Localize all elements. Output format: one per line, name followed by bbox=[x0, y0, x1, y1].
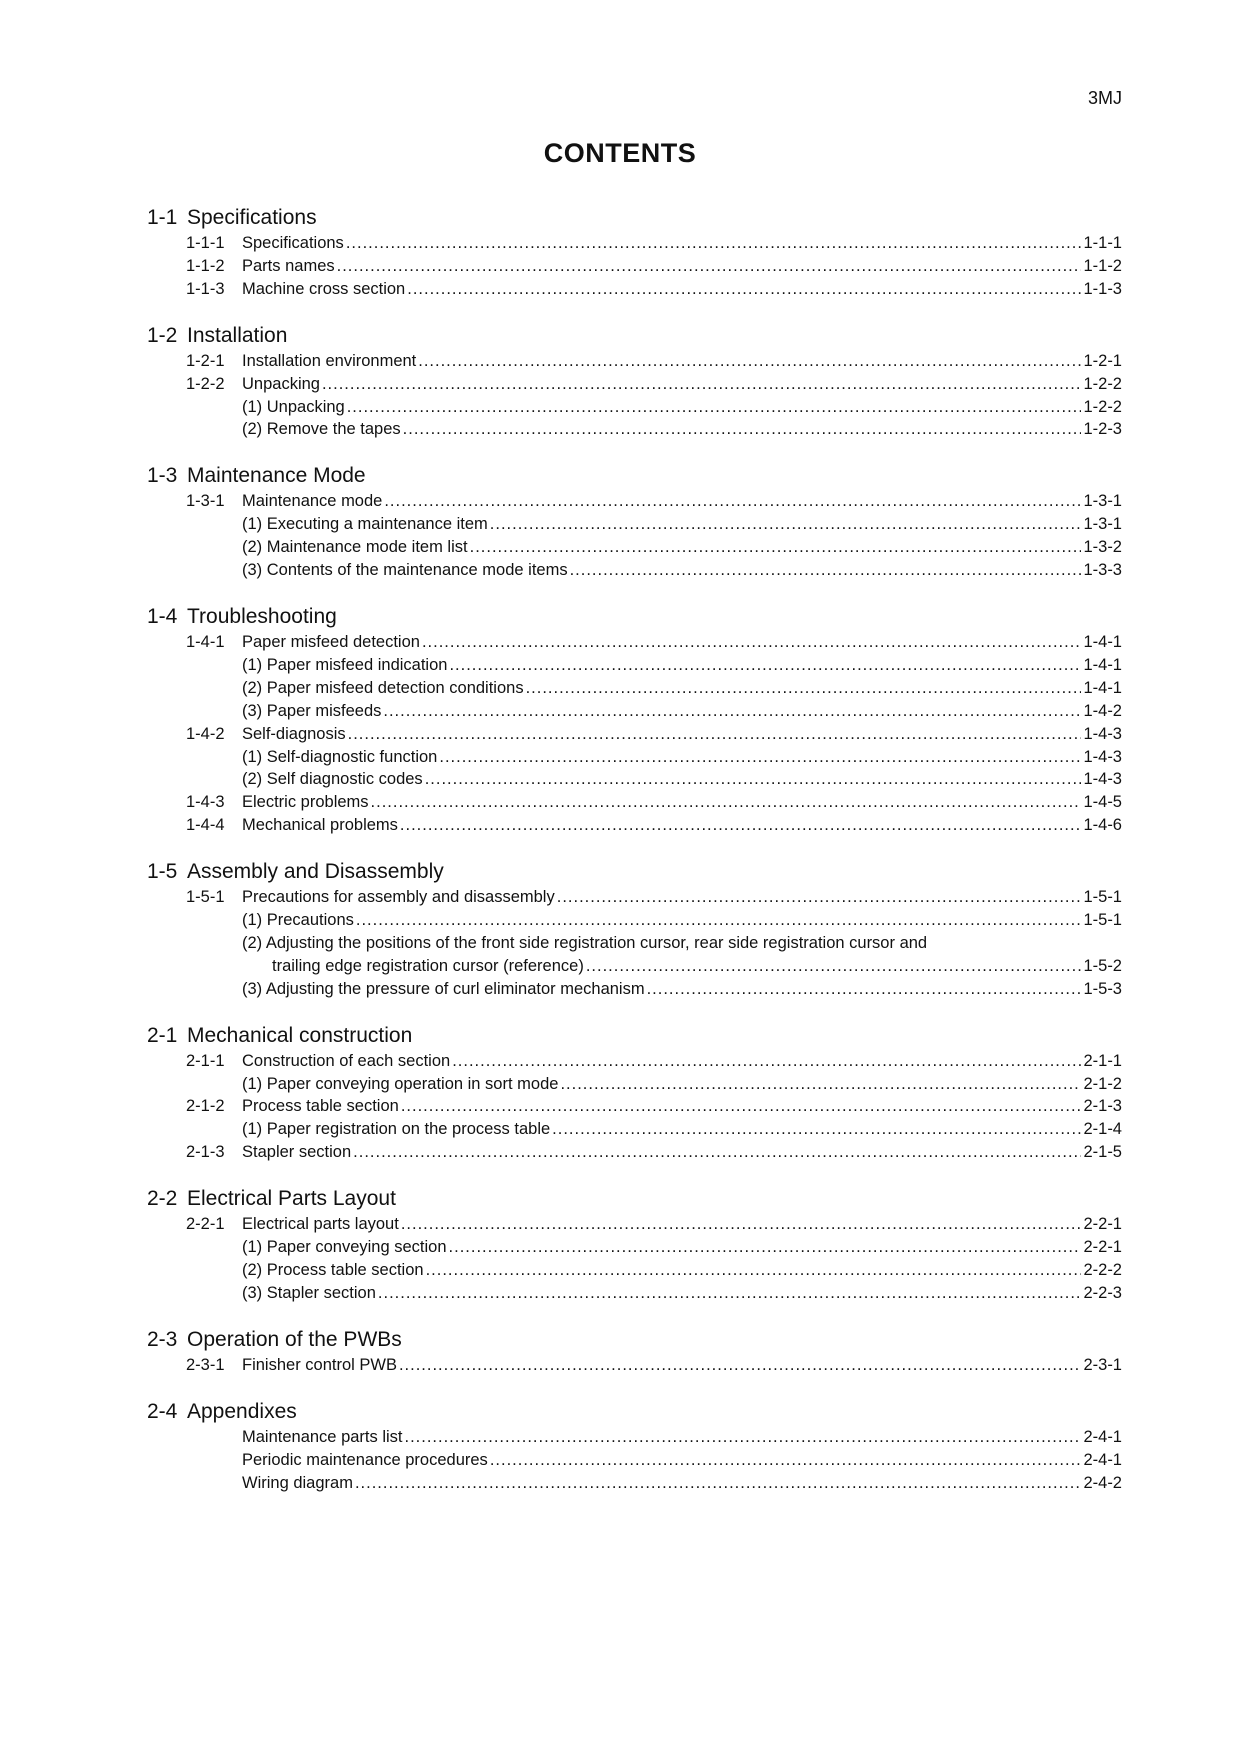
entry-page-number: 2-1-1 bbox=[1083, 1051, 1122, 1070]
toc-section bbox=[147, 1399, 1122, 1495]
section-heading[interactable] bbox=[147, 1186, 1122, 1211]
entry-number: 1-4-1 bbox=[186, 632, 225, 651]
entry-label: (3) Contents of the maintenance mode items bbox=[242, 561, 568, 580]
entry-page-number: 1-2-2 bbox=[1083, 397, 1122, 416]
entry-label: Unpacking bbox=[242, 374, 320, 393]
dot-leader bbox=[399, 1354, 1082, 1377]
toc-entry[interactable] bbox=[147, 746, 1122, 769]
entry-page-number: 2-4-1 bbox=[1083, 1450, 1122, 1469]
section-heading[interactable] bbox=[147, 1399, 1122, 1424]
entry-number: 1-3-1 bbox=[186, 492, 225, 511]
entry-label: (1) Unpacking bbox=[242, 397, 345, 416]
section-title: Installation bbox=[187, 323, 288, 347]
toc-entry[interactable] bbox=[147, 768, 1122, 791]
entry-label: (2) Self diagnostic codes bbox=[242, 770, 423, 789]
toc-section bbox=[147, 604, 1122, 837]
section-title: Specifications bbox=[187, 206, 317, 229]
dot-leader bbox=[422, 631, 1082, 654]
entry-page-number: 2-2-1 bbox=[1083, 1215, 1122, 1234]
entry-page-number: 1-4-3 bbox=[1083, 724, 1122, 743]
toc-entry[interactable] bbox=[147, 978, 1122, 1001]
entry-page-number: 1-1-1 bbox=[1083, 234, 1122, 252]
entry-label: (3) Adjusting the pressure of curl eliminator mechanism bbox=[242, 979, 645, 998]
entry-page-number: 1-4-1 bbox=[1083, 632, 1122, 651]
entry-number: 1-1-3 bbox=[186, 279, 225, 298]
toc-entry[interactable] bbox=[147, 1118, 1122, 1141]
entry-page-number: 1-4-6 bbox=[1083, 816, 1122, 835]
entry-label: Paper misfeed detection bbox=[242, 632, 420, 651]
dot-leader bbox=[425, 768, 1082, 791]
entry-number: 1-4-3 bbox=[186, 793, 225, 812]
entry-page-number: 1-4-3 bbox=[1083, 747, 1122, 766]
toc-entry[interactable] bbox=[147, 396, 1122, 419]
dot-leader bbox=[405, 1426, 1082, 1449]
entry-number: 2-1-3 bbox=[186, 1143, 225, 1162]
page-title: CONTENTS bbox=[543, 138, 697, 168]
section-heading[interactable] bbox=[147, 1327, 1122, 1352]
entry-page-number: 1-5-1 bbox=[1083, 911, 1122, 930]
section-title: Electrical Parts Layout bbox=[187, 1187, 396, 1211]
entry-label: Specifications bbox=[242, 234, 344, 252]
dot-leader bbox=[439, 746, 1081, 769]
toc-entry[interactable] bbox=[147, 490, 1122, 513]
document-code: 3MJ bbox=[1087, 88, 1122, 108]
entry-page-number: 1-1-3 bbox=[1083, 279, 1122, 298]
toc-section bbox=[147, 205, 1122, 301]
toc-entry[interactable] bbox=[147, 886, 1122, 909]
entry-label: Process table section bbox=[242, 1097, 399, 1116]
toc-entry[interactable] bbox=[147, 700, 1122, 723]
dot-leader bbox=[353, 1141, 1081, 1164]
entry-label: Maintenance mode bbox=[242, 492, 383, 511]
toc-entry[interactable] bbox=[147, 814, 1122, 837]
entry-label: Finisher control PWB bbox=[242, 1355, 397, 1374]
entry-number: 1-2-1 bbox=[186, 351, 225, 370]
section-number: 1-5 bbox=[147, 860, 178, 884]
entry-label: Self-diagnosis bbox=[242, 724, 346, 743]
entry-number: 2-3-1 bbox=[186, 1355, 225, 1374]
entry-label: (1) Paper conveying operation in sort mode bbox=[242, 1074, 559, 1093]
table-of-contents bbox=[147, 205, 1122, 1516]
dot-leader bbox=[322, 373, 1082, 396]
toc-section bbox=[147, 1023, 1122, 1165]
toc-entry[interactable] bbox=[147, 1141, 1122, 1164]
toc-entry[interactable] bbox=[147, 1259, 1122, 1282]
entry-label: (1) Precautions bbox=[242, 911, 354, 930]
entry-page-number: 2-1-3 bbox=[1083, 1097, 1122, 1116]
toc-entry[interactable] bbox=[147, 1095, 1122, 1118]
entry-page-number: 1-5-1 bbox=[1083, 888, 1122, 907]
section-title: Assembly and Disassembly bbox=[187, 860, 444, 884]
dot-leader bbox=[348, 723, 1082, 746]
dot-leader bbox=[346, 232, 1082, 255]
entry-label: Machine cross section bbox=[242, 279, 406, 298]
entry-page-number: 1-5-2 bbox=[1083, 956, 1122, 975]
entry-label: (2) Process table section bbox=[242, 1261, 424, 1279]
toc-entry[interactable] bbox=[147, 278, 1122, 301]
toc-entry[interactable] bbox=[147, 418, 1122, 441]
entry-page-number: 2-2-1 bbox=[1083, 1238, 1122, 1257]
entry-page-number: 2-2-2 bbox=[1083, 1261, 1122, 1279]
dot-leader bbox=[470, 536, 1082, 559]
toc-entry[interactable] bbox=[147, 1426, 1122, 1449]
entry-page-number: 1-2-3 bbox=[1083, 420, 1122, 439]
dot-leader bbox=[490, 1449, 1082, 1472]
entry-page-number: 1-4-5 bbox=[1083, 793, 1122, 812]
entry-page-number: 2-1-5 bbox=[1083, 1143, 1122, 1162]
toc-section bbox=[147, 323, 1122, 442]
entry-number: 1-1-1 bbox=[186, 234, 225, 252]
entry-page-number: 1-1-2 bbox=[1083, 256, 1122, 275]
entry-label: (1) Paper misfeed indication bbox=[242, 655, 448, 674]
dot-leader bbox=[570, 559, 1082, 582]
entry-label: Maintenance parts list bbox=[242, 1427, 403, 1446]
entry-page-number: 1-4-1 bbox=[1083, 678, 1122, 697]
toc-section bbox=[147, 1327, 1122, 1377]
dot-leader bbox=[347, 396, 1082, 419]
entry-number: 1-5-1 bbox=[186, 888, 225, 907]
section-title: Appendixes bbox=[187, 1399, 297, 1423]
dot-leader bbox=[449, 654, 1081, 677]
toc-entry[interactable] bbox=[147, 1449, 1122, 1472]
dot-leader bbox=[355, 1472, 1082, 1495]
entry-page-number: 1-3-1 bbox=[1083, 492, 1122, 511]
entry-label: Stapler section bbox=[242, 1143, 352, 1162]
toc-entry[interactable] bbox=[147, 932, 1122, 955]
section-heading[interactable] bbox=[147, 859, 1122, 884]
entry-label: Electric problems bbox=[242, 793, 369, 812]
dot-leader bbox=[586, 955, 1082, 978]
dot-leader bbox=[647, 978, 1082, 1001]
section-heading[interactable] bbox=[147, 205, 1122, 230]
entry-number: 2-2-1 bbox=[186, 1215, 225, 1234]
toc-entry[interactable] bbox=[147, 909, 1122, 932]
entry-label: Precautions for assembly and disassembly bbox=[242, 888, 555, 907]
section-number: 1-3 bbox=[147, 464, 178, 488]
toc-entry[interactable] bbox=[147, 1213, 1122, 1236]
dot-leader bbox=[384, 490, 1081, 513]
section-heading[interactable] bbox=[147, 1023, 1122, 1048]
dot-leader bbox=[490, 513, 1082, 536]
dot-leader bbox=[337, 255, 1082, 278]
entry-number: 1-2-2 bbox=[186, 374, 225, 393]
dot-leader bbox=[557, 886, 1082, 909]
entry-page-number: 1-5-3 bbox=[1083, 979, 1122, 998]
toc-entry[interactable] bbox=[147, 232, 1122, 255]
section-title: Maintenance Mode bbox=[187, 464, 366, 488]
entry-page-number: 1-2-1 bbox=[1083, 351, 1122, 370]
dot-leader bbox=[371, 791, 1082, 814]
dot-leader bbox=[426, 1259, 1082, 1282]
entry-label: trailing edge registration cursor (reference) bbox=[272, 956, 584, 975]
toc-entry[interactable] bbox=[147, 1050, 1122, 1073]
toc-entry[interactable] bbox=[147, 1472, 1122, 1495]
entry-label: Electrical parts layout bbox=[242, 1215, 399, 1234]
entry-label: (1) Self-diagnostic function bbox=[242, 747, 438, 766]
entry-page-number: 1-3-3 bbox=[1083, 561, 1122, 580]
section-title: Troubleshooting bbox=[187, 604, 337, 628]
entry-page-number: 2-4-2 bbox=[1083, 1473, 1122, 1492]
entry-page-number: 1-3-2 bbox=[1083, 538, 1122, 557]
entry-page-number: 1-4-3 bbox=[1083, 770, 1122, 789]
entry-label: Mechanical problems bbox=[242, 816, 398, 835]
dot-leader bbox=[403, 418, 1082, 441]
entry-label: (2) Paper misfeed detection conditions bbox=[242, 678, 524, 697]
section-number: 1-4 bbox=[147, 604, 178, 628]
dot-leader bbox=[452, 1050, 1081, 1073]
toc-section bbox=[147, 463, 1122, 582]
toc-entry[interactable] bbox=[147, 1236, 1122, 1259]
entry-page-number: 1-4-2 bbox=[1083, 701, 1122, 720]
dot-leader bbox=[383, 700, 1081, 723]
dot-leader bbox=[401, 1095, 1082, 1118]
entry-number: 2-1-2 bbox=[186, 1097, 225, 1116]
section-title: Operation of the PWBs bbox=[187, 1327, 402, 1351]
dot-leader bbox=[407, 278, 1081, 301]
toc-entry[interactable] bbox=[147, 255, 1122, 278]
dot-leader bbox=[526, 677, 1082, 700]
entry-number: 1-1-2 bbox=[186, 256, 225, 275]
toc-section bbox=[147, 859, 1122, 1001]
section-number: 2-1 bbox=[147, 1023, 178, 1047]
entry-page-number: 1-2-2 bbox=[1083, 374, 1122, 393]
entry-number: 1-4-4 bbox=[186, 816, 225, 835]
toc-entry[interactable] bbox=[147, 677, 1122, 700]
toc-entry[interactable] bbox=[147, 373, 1122, 396]
toc-entry[interactable] bbox=[147, 513, 1122, 536]
entry-label: Installation environment bbox=[242, 351, 417, 370]
entry-label: (1) Paper conveying section bbox=[242, 1238, 447, 1257]
section-title: Mechanical construction bbox=[187, 1023, 413, 1047]
entry-label: (2) Maintenance mode item list bbox=[242, 538, 468, 557]
dot-leader bbox=[552, 1118, 1081, 1141]
section-number: 2-4 bbox=[147, 1399, 178, 1423]
toc-entry[interactable] bbox=[147, 559, 1122, 582]
entry-label: (1) Paper registration on the process table bbox=[242, 1120, 551, 1139]
toc-entry[interactable] bbox=[147, 723, 1122, 746]
entry-label: Wiring diagram bbox=[242, 1473, 353, 1492]
section-number: 1-1 bbox=[147, 206, 178, 229]
dot-leader bbox=[400, 814, 1082, 837]
entry-label: Parts names bbox=[242, 256, 335, 275]
dot-leader bbox=[560, 1073, 1081, 1096]
dot-leader bbox=[378, 1282, 1082, 1305]
section-heading[interactable] bbox=[147, 604, 1122, 629]
toc-entry[interactable] bbox=[147, 791, 1122, 814]
toc-entry[interactable] bbox=[147, 1282, 1122, 1305]
entry-page-number: 1-3-1 bbox=[1083, 515, 1122, 534]
toc-entry[interactable] bbox=[147, 955, 1122, 978]
toc-entry[interactable] bbox=[147, 1354, 1122, 1377]
dot-leader bbox=[449, 1236, 1082, 1259]
entry-page-number: 2-4-1 bbox=[1083, 1427, 1122, 1446]
entry-page-number: 2-1-4 bbox=[1083, 1120, 1122, 1139]
section-number: 2-2 bbox=[147, 1187, 178, 1211]
toc-entry[interactable] bbox=[147, 536, 1122, 559]
entry-page-number: 2-3-1 bbox=[1083, 1355, 1122, 1374]
entry-number: 2-1-1 bbox=[186, 1051, 225, 1070]
entry-label: Construction of each section bbox=[242, 1051, 451, 1070]
section-number: 1-2 bbox=[147, 323, 178, 347]
section-heading[interactable] bbox=[147, 463, 1122, 488]
toc-entry[interactable] bbox=[147, 350, 1122, 373]
dot-leader bbox=[418, 350, 1081, 373]
entry-label: (1) Executing a maintenance item bbox=[242, 515, 488, 534]
entry-page-number: 1-4-1 bbox=[1083, 655, 1122, 674]
section-number: 2-3 bbox=[147, 1327, 178, 1351]
entry-page-number: 2-2-3 bbox=[1083, 1283, 1122, 1302]
entry-label: (3) Stapler section bbox=[242, 1283, 376, 1302]
toc-entry[interactable] bbox=[147, 1073, 1122, 1096]
entry-label: (2) Adjusting the positions of the front side registration cursor, rear side registration cursor and bbox=[242, 933, 928, 952]
dot-leader bbox=[401, 1213, 1082, 1236]
section-heading[interactable] bbox=[147, 323, 1122, 348]
entry-page-number: 2-1-2 bbox=[1083, 1074, 1122, 1093]
toc-section bbox=[147, 1186, 1122, 1305]
toc-entry[interactable] bbox=[147, 631, 1122, 654]
entry-number: 1-4-2 bbox=[186, 724, 225, 743]
entry-label: Periodic maintenance procedures bbox=[242, 1450, 488, 1469]
dot-leader bbox=[356, 909, 1082, 932]
entry-label: (3) Paper misfeeds bbox=[242, 701, 382, 720]
toc-entry[interactable] bbox=[147, 654, 1122, 677]
entry-label: (2) Remove the tapes bbox=[242, 420, 401, 439]
